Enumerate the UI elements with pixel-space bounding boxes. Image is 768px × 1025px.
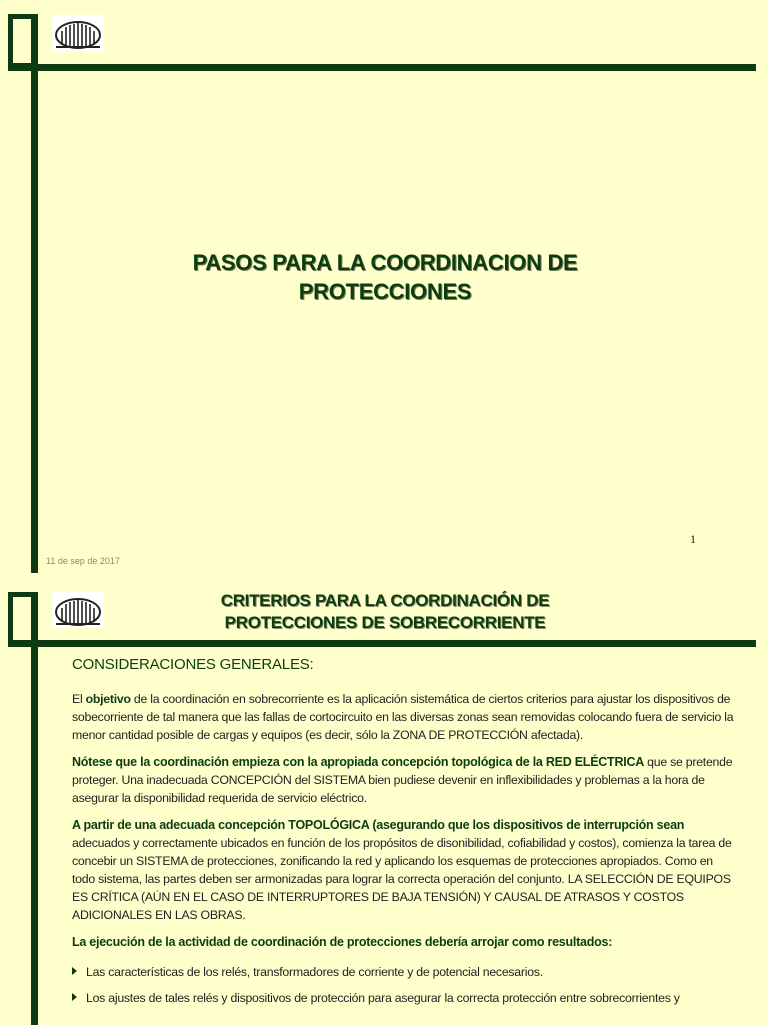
results-title: La ejecución de la actividad de coordinación de protecciones debería arrojar como resultados: <box>72 935 613 949</box>
slide-2 <box>0 573 768 1025</box>
paragraph-2-text: que se pretende proteger. Una inadecuada CONCEPCIÓN del SISTEMA bien pudiese devenir en inflexibilidades y problemas a la hora de asegurar la disponibilidad requerida de servicio eléctrico. <box>72 755 733 805</box>
triangle-bullet-icon <box>72 993 77 1001</box>
paragraph-3-text: adecuados y correctamente ubicados en función de los propósitos de disonibilidad, cofiabilidad y costos), comienza la tarea de concebir un SISTEMA de protecciones, zonificando la red y aplicando los esquemas de protecciones apropiados. Como en todo sistema, las partes deben ser armonizadas para lograr la correcta operación del conjunto. LA SELECCIÓN DE EQUIPOS ES CRÍTICA (AÚN EN EL CASO DE INTERRUPTORES DE BAJA TENSIÓN) Y CAUSAL DE ATRASOS Y COSTOS ADICIONALES EN LAS OBRAS. <box>72 836 732 922</box>
keyword-objetivo: objetivo <box>85 692 131 706</box>
paragraph-2-lead: Nótese que la coordinación empieza con la apropiada concepción topológica de la RED ELÉCTRICA <box>72 755 644 769</box>
results-list <box>72 963 737 1007</box>
slide-1-title-line-1: PASOS PARA LA COORDINACION DE <box>192 250 578 275</box>
paragraph-3-lead: A partir de una adecuada concepción TOPOLÓGICA (asegurando que los dispositivos de interrupción sean <box>72 818 685 832</box>
frame-top-bar <box>8 64 756 71</box>
slide-2-title <box>60 590 710 634</box>
slide-1-title-line-2: PROTECCIONES <box>298 279 472 304</box>
frame-top-bar <box>8 640 756 647</box>
list-item <box>72 989 737 1007</box>
list-item <box>72 963 737 981</box>
list-item-text: Las características de los relés, transformadores de corriente y de potencial necesarios. <box>86 965 543 979</box>
slide-1-title <box>60 248 710 306</box>
frame-left-bar <box>31 592 38 1025</box>
frame-left-bar <box>31 14 38 573</box>
paragraph-sistema <box>72 816 737 924</box>
triangle-bullet-icon <box>72 967 77 975</box>
paragraph-objetivo <box>72 690 737 744</box>
paragraph-topologia <box>72 753 737 807</box>
slide-2-title-line-1: CRITERIOS PARA LA COORDINACIÓN DE <box>220 591 550 610</box>
slide-date: 11 de sep de 2017 <box>46 556 120 566</box>
paragraph-1-text: de la coordinación en sobrecorriente es la aplicación sistemática de ciertos criterios para ajustar los dispositivos de sobecorriente de tal manera que las fallas de cortocircuito en las diversas zonas sean removidas colocando fuera de servicio la menor cantidad posible de cargas y equipos (es decir, sólo la ZONA DE PROTECCIÓN afectada). <box>72 692 734 742</box>
page-number: 1 <box>690 532 696 546</box>
slide-2-title-line-2: PROTECCIONES DE SOBRECORRIENTE <box>224 613 546 632</box>
paragraph-1-prefix: El <box>72 692 86 706</box>
section-heading: CONSIDERACIONES GENERALES: <box>72 656 314 673</box>
university-logo-icon <box>52 15 104 51</box>
list-item-text: Los ajustes de tales relés y dispositivos de protección para asegurar la correcta protección entre sobrecorrientes y <box>86 991 680 1005</box>
slide-2-content <box>72 656 737 1015</box>
